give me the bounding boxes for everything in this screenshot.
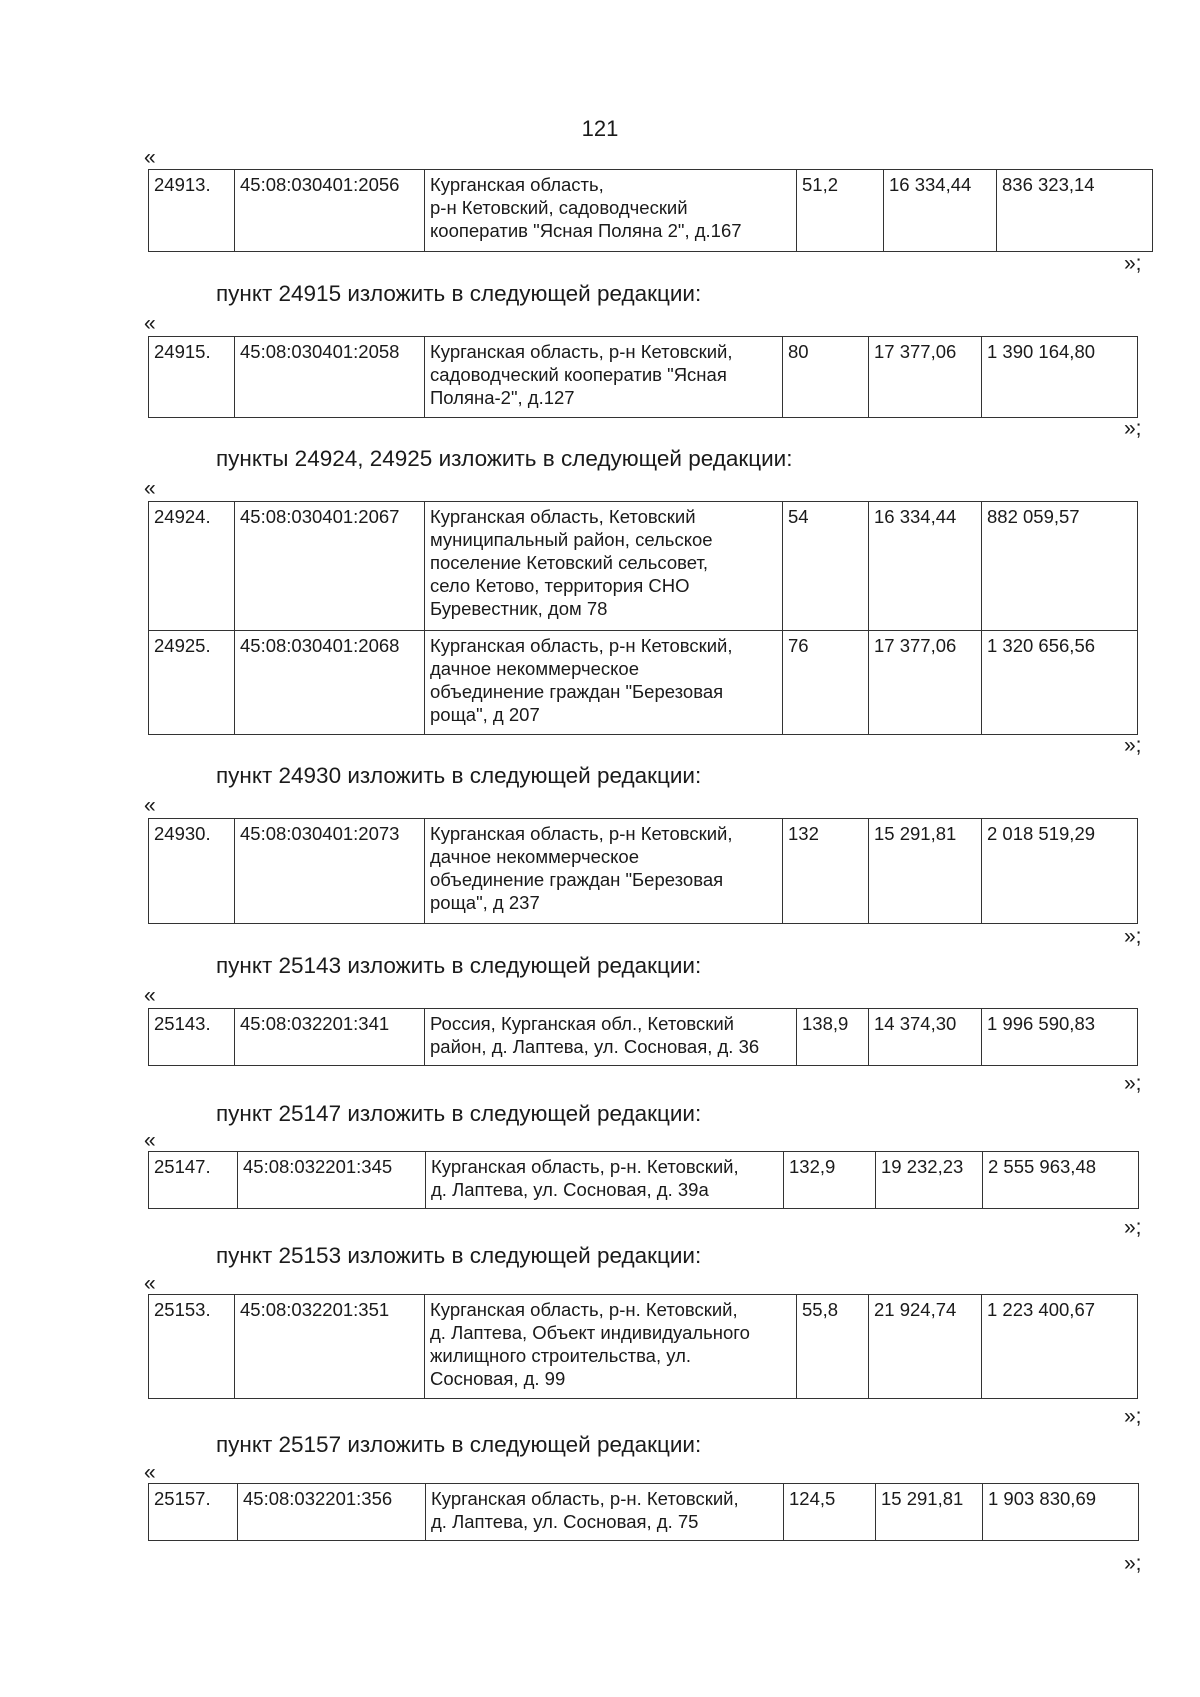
item-number-cell: 24930. (149, 819, 235, 924)
address-cell: Курганская область, р-н Кетовский, садоводческий кооператив "Ясная Поляна 2", д.167 (425, 170, 797, 252)
address-cell: Курганская область, р-н Кетовский, дачное некоммерческое объединение граждан "Березовая роща", д 207 (425, 631, 783, 735)
address-cell: Курганская область, Кетовский муниципальный район, сельское поселение Кетовский сельсовет, село Кетово, территория СНО Буревестник, дом 78 (425, 502, 783, 631)
cadastral-number-cell: 45:08:030401:2058 (235, 337, 425, 418)
rate-cell: 15 291,81 (876, 1484, 983, 1541)
value-cell: 2 555 963,48 (983, 1152, 1139, 1209)
closing-quote: »; (1124, 925, 1142, 948)
cadastral-number-cell: 45:08:032201:345 (238, 1152, 426, 1209)
value-cell: 836 323,14 (997, 170, 1153, 252)
rate-cell: 15 291,81 (869, 819, 982, 924)
rate-cell: 14 374,30 (869, 1009, 982, 1066)
area-cell: 80 (783, 337, 869, 418)
value-cell: 1 996 590,83 (982, 1009, 1138, 1066)
area-cell: 138,9 (797, 1009, 869, 1066)
closing-quote: »; (1124, 417, 1142, 440)
address-cell: Россия, Курганская обл., Кетовский район, д. Лаптева, ул. Сосновая, д. 36 (425, 1009, 797, 1066)
table-row (149, 1295, 1138, 1399)
closing-quote: »; (1124, 252, 1142, 275)
opening-quote: « (144, 794, 156, 817)
cadastral-number-cell: 45:08:030401:2068 (235, 631, 425, 735)
amendment-instruction: пункт 24915 изложить в следующей редакции: (216, 281, 702, 306)
value-cell: 1 223 400,67 (982, 1295, 1138, 1399)
closing-quote: »; (1124, 734, 1142, 757)
area-cell: 51,2 (797, 170, 884, 252)
cadastral-number-cell: 45:08:030401:2073 (235, 819, 425, 924)
address-cell: Курганская область, р-н Кетовский, дачное некоммерческое объединение граждан "Березовая роща", д 237 (425, 819, 783, 924)
item-number-cell: 24924. (149, 502, 235, 631)
opening-quote: « (144, 1129, 156, 1152)
value-cell: 1 903 830,69 (983, 1484, 1139, 1541)
rate-cell: 16 334,44 (869, 502, 982, 631)
item-number-cell: 24925. (149, 631, 235, 735)
table-row (149, 631, 1138, 735)
opening-quote: « (144, 146, 156, 169)
cadastral-value-table (148, 818, 1138, 924)
cadastral-value-table (148, 336, 1138, 418)
amendment-instruction: пункты 24924, 24925 изложить в следующей редакции: (216, 446, 793, 471)
item-number-cell: 24915. (149, 337, 235, 418)
table-row (149, 170, 1153, 252)
value-cell: 2 018 519,29 (982, 819, 1138, 924)
area-cell: 76 (783, 631, 869, 735)
amendment-instruction: пункт 25157 изложить в следующей редакции: (216, 1432, 702, 1457)
table-row (149, 1484, 1139, 1541)
amendment-instruction: пункт 25143 изложить в следующей редакции: (216, 953, 702, 978)
area-cell: 54 (783, 502, 869, 631)
item-number-cell: 24913. (149, 170, 235, 252)
table-row (149, 819, 1138, 924)
closing-quote: »; (1124, 1552, 1142, 1575)
item-number-cell: 25147. (149, 1152, 238, 1209)
cadastral-number-cell: 45:08:032201:356 (238, 1484, 426, 1541)
closing-quote: »; (1124, 1216, 1142, 1239)
page-number: 121 (581, 116, 619, 141)
cadastral-value-table (148, 1294, 1138, 1399)
item-number-cell: 25157. (149, 1484, 238, 1541)
closing-quote: »; (1124, 1072, 1142, 1095)
amendment-instruction: пункт 24930 изложить в следующей редакции: (216, 763, 702, 788)
value-cell: 882 059,57 (982, 502, 1138, 631)
opening-quote: « (144, 984, 156, 1007)
cadastral-value-table (148, 501, 1138, 735)
address-cell: Курганская область, р-н Кетовский, садоводческий кооператив "Ясная Поляна-2", д.127 (425, 337, 783, 418)
table-row (149, 502, 1138, 631)
area-cell: 132 (783, 819, 869, 924)
rate-cell: 17 377,06 (869, 631, 982, 735)
closing-quote: »; (1124, 1405, 1142, 1428)
cadastral-value-table (148, 1008, 1138, 1066)
cadastral-value-table (148, 1483, 1139, 1541)
value-cell: 1 390 164,80 (982, 337, 1138, 418)
opening-quote: « (144, 1272, 156, 1295)
amendment-instruction: пункт 25153 изложить в следующей редакции: (216, 1243, 702, 1268)
table-row (149, 337, 1138, 418)
cadastral-value-table (148, 169, 1153, 252)
item-number-cell: 25153. (149, 1295, 235, 1399)
amendment-instruction: пункт 25147 изложить в следующей редакции: (216, 1101, 702, 1126)
rate-cell: 17 377,06 (869, 337, 982, 418)
area-cell: 132,9 (784, 1152, 876, 1209)
area-cell: 124,5 (784, 1484, 876, 1541)
cadastral-number-cell: 45:08:032201:341 (235, 1009, 425, 1066)
rate-cell: 16 334,44 (884, 170, 997, 252)
rate-cell: 21 924,74 (869, 1295, 982, 1399)
area-cell: 55,8 (797, 1295, 869, 1399)
value-cell: 1 320 656,56 (982, 631, 1138, 735)
item-number-cell: 25143. (149, 1009, 235, 1066)
opening-quote: « (144, 1461, 156, 1484)
address-cell: Курганская область, р-н. Кетовский, д. Лаптева, ул. Сосновая, д. 39а (426, 1152, 784, 1209)
table-row (149, 1152, 1139, 1209)
cadastral-number-cell: 45:08:030401:2067 (235, 502, 425, 631)
rate-cell: 19 232,23 (876, 1152, 983, 1209)
table-row (149, 1009, 1138, 1066)
address-cell: Курганская область, р-н. Кетовский, д. Лаптева, Объект индивидуального жилищного строительства, ул. Сосновая, д. 99 (425, 1295, 797, 1399)
opening-quote: « (144, 312, 156, 335)
cadastral-value-table (148, 1151, 1139, 1209)
address-cell: Курганская область, р-н. Кетовский, д. Лаптева, ул. Сосновая, д. 75 (426, 1484, 784, 1541)
cadastral-number-cell: 45:08:032201:351 (235, 1295, 425, 1399)
cadastral-number-cell: 45:08:030401:2056 (235, 170, 425, 252)
opening-quote: « (144, 477, 156, 500)
